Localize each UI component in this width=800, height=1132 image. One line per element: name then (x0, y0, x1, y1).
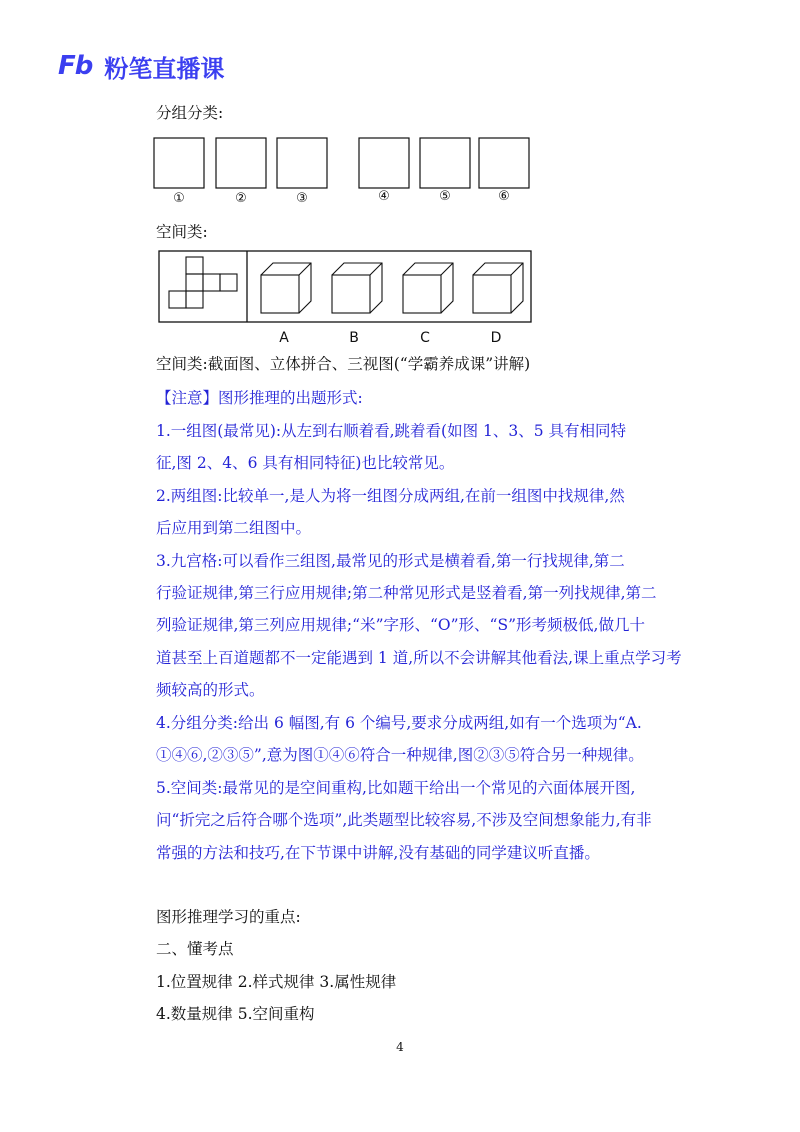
note-line-11: ①④⑥,②③⑤”,意为图①④⑥符合一种规律,图②③⑤符合另一种规律。 (156, 746, 644, 764)
logo-mark: Fb (58, 51, 93, 81)
note-line-8: 道甚至上百道题都不一定能遇到 1 道,所以不会讲解其他看法,课上重点学习考 (156, 649, 682, 667)
fenbi-logo (58, 50, 224, 82)
note-line-2: 征,图 2、4、6 具有相同特征)也比较常见。 (156, 454, 455, 472)
cube-option-d (473, 263, 523, 313)
grouping-box-1 (154, 138, 204, 188)
grouping-label-5: ⑤ (439, 189, 451, 204)
grouping-label-6: ⑥ (498, 189, 510, 204)
spatial-types-line: 空间类:截面图、立体拼合、三视图(“学霸养成课”讲解) (156, 355, 531, 373)
grouping-box-6 (479, 138, 529, 188)
option-label-d: D (490, 330, 502, 346)
note-line-13: 问“折完之后符合哪个选项”,此类题型比较容易,不涉及空间想象能力,有非 (156, 811, 652, 829)
note-line-6: 行验证规律,第三行应用规律;第二种常见形式是竖着看,第一列找规律,第二 (156, 584, 657, 602)
option-label-b: B (349, 330, 359, 346)
spatial-figure (155, 247, 535, 347)
points-line-2: 4.数量规律 5.空间重构 (156, 1005, 315, 1023)
grouping-box-5 (420, 138, 470, 188)
logo-text: 粉笔直播课 (104, 54, 225, 83)
note-heading: 【注意】图形推理的出题形式: (156, 389, 363, 407)
section-heading: 二、懂考点 (156, 940, 234, 958)
grouping-box-3 (277, 138, 327, 188)
page-number: 4 (396, 1040, 404, 1054)
grouping-figure (150, 135, 540, 210)
note-line-5: 3.九宫格:可以看作三组图,最常见的形式是横着看,第一行找规律,第二 (156, 552, 625, 570)
note-line-3: 2.两组图:比较单一,是人为将一组图分成两组,在前一组图中找规律,然 (156, 487, 625, 505)
cube-net (169, 257, 237, 308)
note-line-10: 4.分组分类:给出 6 幅图,有 6 个编号,要求分成两组,如有一个选项为“A. (156, 714, 642, 732)
grouping-label-1: ① (173, 191, 185, 206)
key-points-heading: 图形推理学习的重点: (156, 908, 301, 926)
note-line-14: 常强的方法和技巧,在下节课中讲解,没有基础的同学建议听直播。 (156, 844, 600, 862)
note-line-1: 1.一组图(最常见):从左到右顺着看,跳着看(如图 1、3、5 具有相同特 (156, 422, 627, 440)
note-line-9: 频较高的形式。 (156, 681, 265, 699)
option-label-a: A (279, 330, 289, 346)
grouping-box-4 (359, 138, 409, 188)
grouping-label-2: ② (235, 191, 247, 206)
cube-option-b (332, 263, 382, 313)
points-line-1: 1.位置规律 2.样式规律 3.属性规律 (156, 973, 397, 991)
option-label-c: C (420, 330, 430, 346)
note-line-12: 5.空间类:最常见的是空间重构,比如题干给出一个常见的六面体展开图, (156, 779, 636, 797)
note-line-4: 后应用到第二组图中。 (156, 519, 312, 537)
cube-option-a (261, 263, 311, 313)
cube-option-c (403, 263, 453, 313)
note-line-7: 列验证规律,第三列应用规律;“米”字形、“O”形、“S”形考频极低,做几十 (156, 616, 645, 634)
figure-frame (159, 251, 531, 322)
grouping-label-4: ④ (378, 189, 390, 204)
grouping-label-3: ③ (296, 191, 308, 206)
grouping-box-2 (216, 138, 266, 188)
figure2-title: 空间类: (156, 223, 208, 241)
figure1-title: 分组分类: (156, 104, 224, 122)
